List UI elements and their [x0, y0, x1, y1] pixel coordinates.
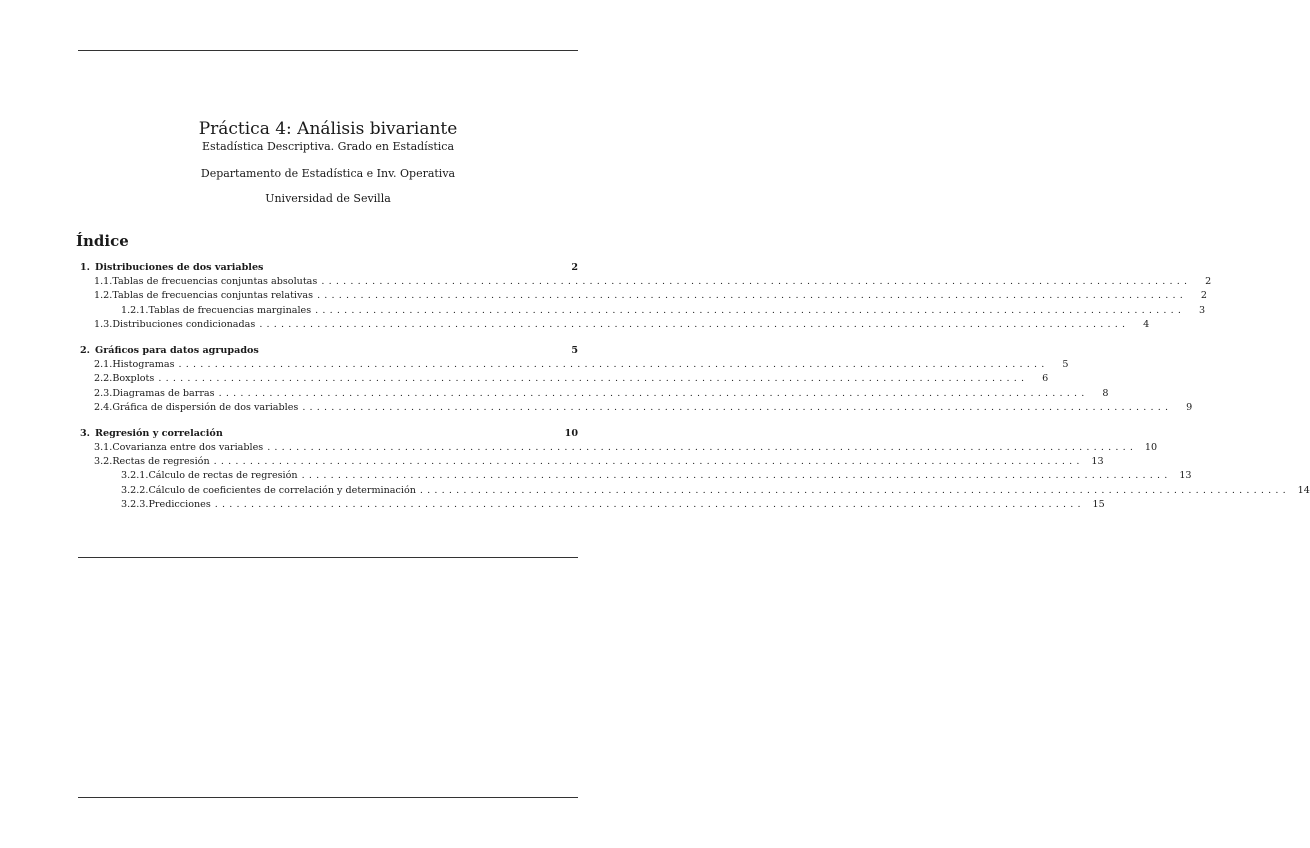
- toc-entry-page: 5: [571, 344, 578, 356]
- toc-entry-page: 14: [1297, 484, 1310, 496]
- toc-entry-page: 8: [1102, 387, 1109, 399]
- toc-entry-label: Distribuciones de dos variables: [95, 262, 264, 273]
- toc-subentry[interactable]: [78, 469, 1192, 483]
- toc-entry-number: 2.: [80, 344, 91, 356]
- toc-entry-number: 3.2.3.: [121, 498, 149, 510]
- toc-entry-page: 2: [1200, 290, 1208, 302]
- toc-entry-label: Cálculo de coeficientes de correlación y determinación: [148, 484, 416, 496]
- toc-entry-number: 2.4.: [94, 401, 113, 413]
- toc-entry-number: 1.3.: [94, 318, 113, 330]
- document-title: Práctica 4: Análisis bivariante: [198, 119, 458, 139]
- toc-entry-label: Diagramas de barras: [112, 387, 215, 399]
- toc-entry-label: Tablas de frecuencias conjuntas absolutas: [112, 276, 318, 288]
- toc-entry-label: Rectas de regresión: [112, 456, 210, 468]
- toc-heading: Índice: [76, 232, 129, 250]
- toc-entry-number: 3.1.: [94, 442, 113, 454]
- toc-subentry[interactable]: [78, 401, 1193, 415]
- toc-entry-page: 15: [1092, 498, 1105, 510]
- toc-subentry[interactable]: [78, 484, 1310, 498]
- toc-entry-page: 13: [1179, 470, 1192, 482]
- toc-entry-number: 3.2.1.: [121, 470, 149, 482]
- toc-entry-page: 2: [571, 262, 578, 273]
- toc-entry-label: Regresión y correlación: [95, 427, 223, 439]
- document-header: [78, 118, 578, 206]
- toc-entry-label: Histogramas: [112, 359, 175, 371]
- toc-entry-page: 2: [1205, 276, 1212, 288]
- toc-subentry[interactable]: [78, 372, 1049, 386]
- department-name: Departamento de Estadística e Inv. Operativa: [200, 167, 456, 180]
- toc-entry-number: 2.1.: [94, 359, 113, 371]
- toc-subentry[interactable]: [78, 358, 1069, 372]
- toc-entry-number: 1.: [80, 262, 91, 273]
- toc-entry-label: Predicciones: [148, 498, 211, 510]
- toc-entry-number: 1.1.: [94, 276, 113, 288]
- toc-entry-label: Cálculo de rectas de regresión: [148, 470, 298, 482]
- toc-leader-dots: ........................................................................................................................: [259, 318, 1130, 330]
- toc-entry-number: 2.2.: [94, 373, 113, 385]
- toc-section: [78, 344, 1193, 415]
- toc-leader-dots: ........................................................................................................................: [315, 304, 1186, 316]
- middle-rule: [78, 557, 578, 558]
- toc-entry-label: Tablas de frecuencias marginales: [148, 304, 312, 316]
- toc-entry-page: 5: [1062, 359, 1069, 371]
- toc-entry-number: 1.2.: [94, 290, 113, 302]
- toc-leader-dots: ........................................................................................................................: [317, 290, 1188, 302]
- toc-entry-number: 3.2.2.: [121, 484, 149, 496]
- toc-leader-dots: ........................................................................................................................: [158, 373, 1029, 385]
- toc-entry-number: 2.3.: [94, 387, 113, 399]
- toc-leader-dots: ........................................................................................................................: [214, 498, 1085, 510]
- document-subtitle: Estadística Descriptiva. Grado en Estadística: [201, 140, 455, 153]
- toc-subentry[interactable]: [78, 318, 1150, 332]
- toc-entry-label: Boxplots: [112, 373, 155, 385]
- top-rule: [78, 50, 578, 51]
- toc-section-entry[interactable]: [78, 261, 578, 275]
- toc-section-entry[interactable]: [78, 344, 578, 358]
- toc-entry-label: Distribuciones condicionadas: [112, 318, 256, 330]
- toc-leader-dots: ........................................................................................................................: [419, 484, 1290, 496]
- toc-entry-number: 3.: [80, 427, 91, 439]
- toc-entry-number: 1.2.1.: [121, 304, 149, 316]
- table-of-contents: [78, 261, 1310, 524]
- toc-leader-dots: ........................................................................................................................: [321, 276, 1192, 288]
- toc-entry-label: Tablas de frecuencias conjuntas relativas: [112, 290, 314, 302]
- toc-entry-page: 3: [1199, 304, 1206, 316]
- toc-entry-number: 3.2.: [94, 456, 113, 468]
- toc-entry-label: Gráfica de dispersión de dos variables: [112, 401, 299, 413]
- toc-subentry[interactable]: [78, 455, 1104, 469]
- toc-subentry[interactable]: [78, 441, 1158, 455]
- toc-leader-dots: ........................................................................................................................: [213, 456, 1084, 468]
- toc-entry-page: 9: [1186, 401, 1193, 413]
- toc-entry-label: Gráficos para datos agrupados: [95, 344, 259, 356]
- toc-leader-dots: ........................................................................................................................: [301, 470, 1172, 482]
- toc-subentry[interactable]: [78, 498, 1105, 512]
- toc-entry-page: 13: [1091, 456, 1104, 468]
- bottom-rule: [78, 797, 578, 798]
- toc-entry-label: Covarianza entre dos variables: [112, 442, 264, 454]
- toc-section: [78, 427, 1310, 512]
- toc-entry-page: 10: [564, 427, 578, 439]
- toc-subentry[interactable]: [78, 289, 1208, 303]
- toc-entry-page: 4: [1143, 318, 1150, 330]
- toc-entry-page: 6: [1042, 373, 1049, 385]
- toc-subentry[interactable]: [78, 304, 1206, 318]
- toc-leader-dots: ........................................................................................................................: [178, 359, 1049, 371]
- toc-entry-page: 10: [1144, 442, 1158, 454]
- toc-leader-dots: ........................................................................................................................: [302, 401, 1173, 413]
- toc-leader-dots: ........................................................................................................................: [218, 387, 1089, 399]
- toc-subentry[interactable]: [78, 275, 1212, 289]
- toc-section: [78, 261, 1212, 332]
- toc-subentry[interactable]: [78, 387, 1109, 401]
- toc-section-entry[interactable]: [78, 427, 578, 441]
- university-name: Universidad de Sevilla: [265, 192, 391, 205]
- toc-leader-dots: ........................................................................................................................: [267, 442, 1138, 454]
